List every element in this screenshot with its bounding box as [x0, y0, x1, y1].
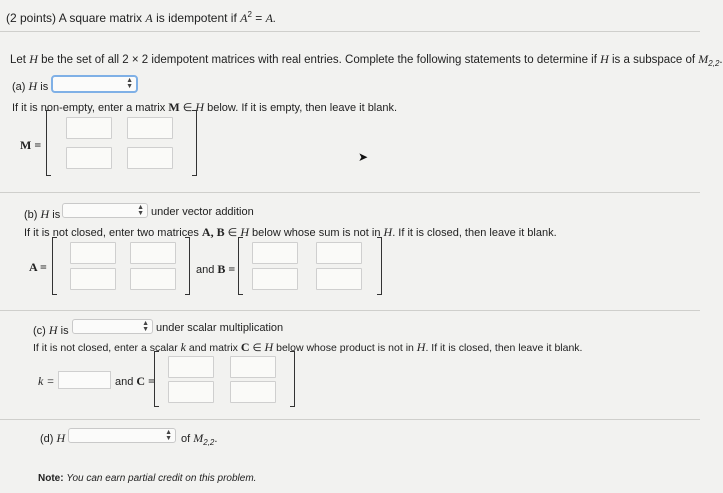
- part-b-divider: [0, 310, 700, 311]
- part-a-label: (a) H is: [12, 79, 49, 93]
- matrix-a-cell-21[interactable]: [70, 268, 116, 290]
- matrix-a-cell-12[interactable]: [130, 242, 176, 264]
- matrix-a-left-bracket: [52, 237, 57, 295]
- select-arrows-icon: ▲ ▼: [142, 320, 149, 333]
- partial-credit-note: Note: You can earn partial credit on this problem.: [38, 473, 257, 484]
- part-c-divider: [0, 419, 700, 420]
- matrix-m-right-bracket: [192, 110, 197, 176]
- part-a-select[interactable]: [51, 75, 138, 93]
- problem-intro: Let H be the set of all 2 × 2 idempotent matrices with real entries. Complete the following statements to determine if H is a subspace of $M_{2,2}$.: [10, 52, 723, 68]
- matrix-a-label: A =: [29, 260, 47, 274]
- scalar-k-label: k =: [38, 374, 55, 388]
- matrix-c-cell-11[interactable]: [168, 356, 214, 378]
- and-b-text: and B =: [196, 262, 236, 276]
- matrix-c-right-bracket: [290, 351, 295, 407]
- matrix-b-left-bracket: [238, 237, 243, 295]
- matrix-b-right-bracket: [377, 237, 382, 295]
- matrix-m-left-bracket: [46, 110, 51, 176]
- matrix-m-cell-12[interactable]: [127, 117, 173, 139]
- part-a-divider: [0, 192, 700, 193]
- matrix-b-cell-12[interactable]: [316, 242, 362, 264]
- matrix-c-cell-22[interactable]: [230, 381, 276, 403]
- part-b-suffix: under vector addition: [151, 206, 254, 218]
- matrix-c-cell-12[interactable]: [230, 356, 276, 378]
- part-b-label: (b) H is: [24, 207, 61, 221]
- matrix-b-cell-21[interactable]: [252, 268, 298, 290]
- problem-header: (2 points) A square matrix A is idempotent if $A^2 = A$.: [6, 10, 276, 25]
- part-b-instruction: If it is not closed, enter two matrices A, B ∈ H below whose sum is not in H. If it is closed, then leave it blank.: [24, 225, 557, 239]
- mouse-cursor-icon: ➤: [358, 150, 369, 164]
- matrix-c-cell-21[interactable]: [168, 381, 214, 403]
- part-a-instruction: If it is non-empty, enter a matrix M ∈ H below. If it is empty, then leave it blank.: [12, 100, 398, 114]
- matrix-m-cell-11[interactable]: [66, 117, 112, 139]
- part-c-suffix: under scalar multiplication: [156, 322, 284, 334]
- scalar-k-input[interactable]: [58, 371, 111, 389]
- matrix-m-cell-21[interactable]: [66, 147, 112, 169]
- and-c-text: and C =: [115, 374, 155, 388]
- select-arrows-icon: ▲ ▼: [126, 77, 133, 90]
- part-c-select[interactable]: [72, 319, 153, 334]
- part-c-label: (c) H is: [33, 323, 69, 337]
- matrix-a-cell-22[interactable]: [130, 268, 176, 290]
- select-arrows-icon: ▲ ▼: [165, 429, 172, 442]
- part-d-label: (d) H: [40, 431, 66, 445]
- part-d-select[interactable]: [68, 428, 176, 443]
- part-d-suffix: of $M_{2,2}$.: [181, 431, 218, 447]
- matrix-b-cell-11[interactable]: [252, 242, 298, 264]
- matrix-a-cell-11[interactable]: [70, 242, 116, 264]
- matrix-b-cell-22[interactable]: [316, 268, 362, 290]
- matrix-m-label: M =: [20, 138, 42, 152]
- matrix-c-left-bracket: [154, 351, 159, 407]
- select-arrows-icon: ▲ ▼: [137, 204, 144, 217]
- part-b-select[interactable]: [62, 203, 148, 218]
- part-c-instruction: If it is not closed, enter a scalar k and matrix C ∈ H below whose product is not in H. If it is closed, then leave it blank.: [33, 340, 583, 354]
- header-divider: [0, 31, 700, 32]
- matrix-a-right-bracket: [185, 237, 190, 295]
- matrix-m-cell-22[interactable]: [127, 147, 173, 169]
